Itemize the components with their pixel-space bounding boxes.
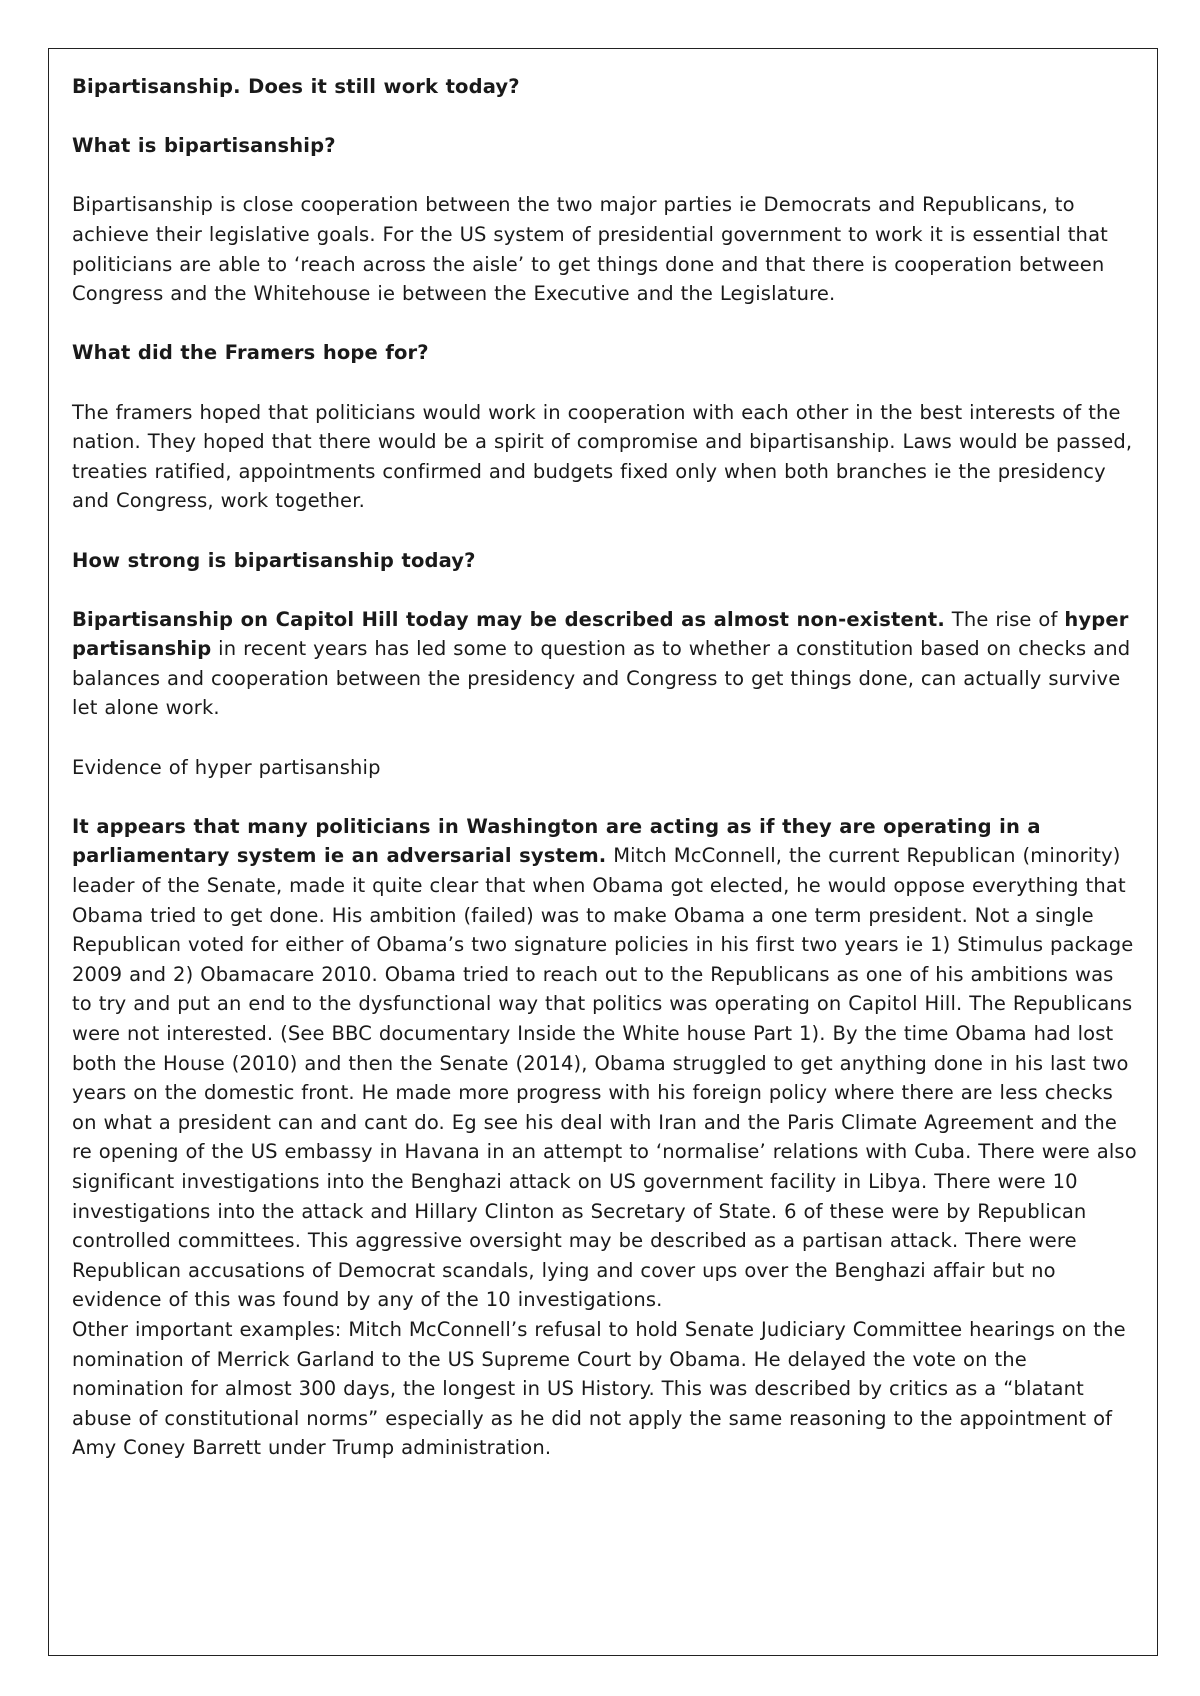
paragraph-how-strong: Bipartisanship on Capitol Hill today may be described as almost non-existent. The rise of hyper partisanship in recent years has led some to question as to whether a constitution based on checks and balances and cooperation between the presidency and Congress to get things done, can actually survive let alone work. [72, 607, 1131, 720]
document-title: Bipartisanship. Does it still work today? [72, 75, 520, 98]
paragraph-evidence: It appears that many politicians in Washington are acting as if they are operating in a parliamentary system ie an adversarial system. Mitch McConnell, the current Republican (minority) leader of the Senate, made it quite clear that when Obama got elected, he would oppose everything that Obama tried to get done. His ambition (failed) was to make Obama a one term president. Not a single Republican voted for either of Obama’s two signature policies in his first two years ie 1) Stimulus package 2009 and 2) Obamacare 2010. Obama tried to reach out to the Republicans as one of his ambitions was to try and put an end to the dysfunctional way that politics was operating on Capitol Hill. The Republicans were not interested. (See BBC documentary Inside the White house Part 1). By the time Obama had lost both the House (2010) and then the Senate (2014), Obama struggled to get anything done in his last two years on the domestic front. He made more progress with his foreign policy where there are less checks on what a president can and cant do. Eg see his deal with Iran and the Paris Climate Agreement and the re opening of the US embassy in Havana in an attempt to ‘normalise’ relations with Cuba. There were also significant investigations into the Benghazi attack on US government facility in Libya. There were 10 investigations into the attack and Hillary Clinton as Secretary of State. 6 of these were by Republican controlled committees. This aggressive oversight may be described as a partisan attack. There were Republican accusations of Democrat scandals, lying and cover ups over the Benghazi affair but no evidence of this was found by any of the 10 investigations. [72, 814, 1137, 1312]
heading-what-is-bipartisanship: What is bipartisanship? [72, 134, 336, 158]
paragraph-what-is-bipartisanship: Bipartisanship is close cooperation between the two major parties ie Democrats and Republicans, to achieve their legislative goals. For the US system of presidential government to work it is essential that politicians are able to ‘reach across the aisle’ to get things done and that there is cooperation between Congress and the Whitehouse ie between the Executive and the Legislature. [72, 193, 1108, 306]
paragraph-other-examples: Other important examples: Mitch McConnell’s refusal to hold Senate Judiciary Committee hearings on the nomination of Merrick Garland to the US Supreme Court by Obama. He delayed the vote on the nomination for almost 300 days, the longest in US History. This was described by critics as a “blatant abuse of constitutional norms” especially as he did not apply the same reasoning to the appointment of Amy Coney Barrett under Trump administration. [72, 1317, 1126, 1460]
document-body [72, 72, 1140, 1493]
heading-how-strong: How strong is bipartisanship today? [72, 548, 476, 572]
heading-evidence: Evidence of hyper partisanship [72, 755, 381, 779]
bold-lead-parliamentary: It appears that many politicians in Washington are acting as if they are operating in a parliamentary system ie an adversarial system. [72, 814, 1041, 868]
bold-lead-nonexistent: Bipartisanship on Capitol Hill today may be described as almost non-existent. [72, 607, 945, 631]
heading-framers: What did the Framers hope for? [72, 341, 429, 365]
bold-hyper-partisanship: hyper partisanship [72, 607, 1129, 661]
paragraph-framers: The framers hoped that politicians would work in cooperation with each other in the best interests of the nation. They hoped that there would be a spirit of compromise and bipartisanship. Laws would be passed, treaties ratified, appointments confirmed and budgets fixed only when both branches ie the presidency and Congress, work together. [72, 400, 1133, 513]
